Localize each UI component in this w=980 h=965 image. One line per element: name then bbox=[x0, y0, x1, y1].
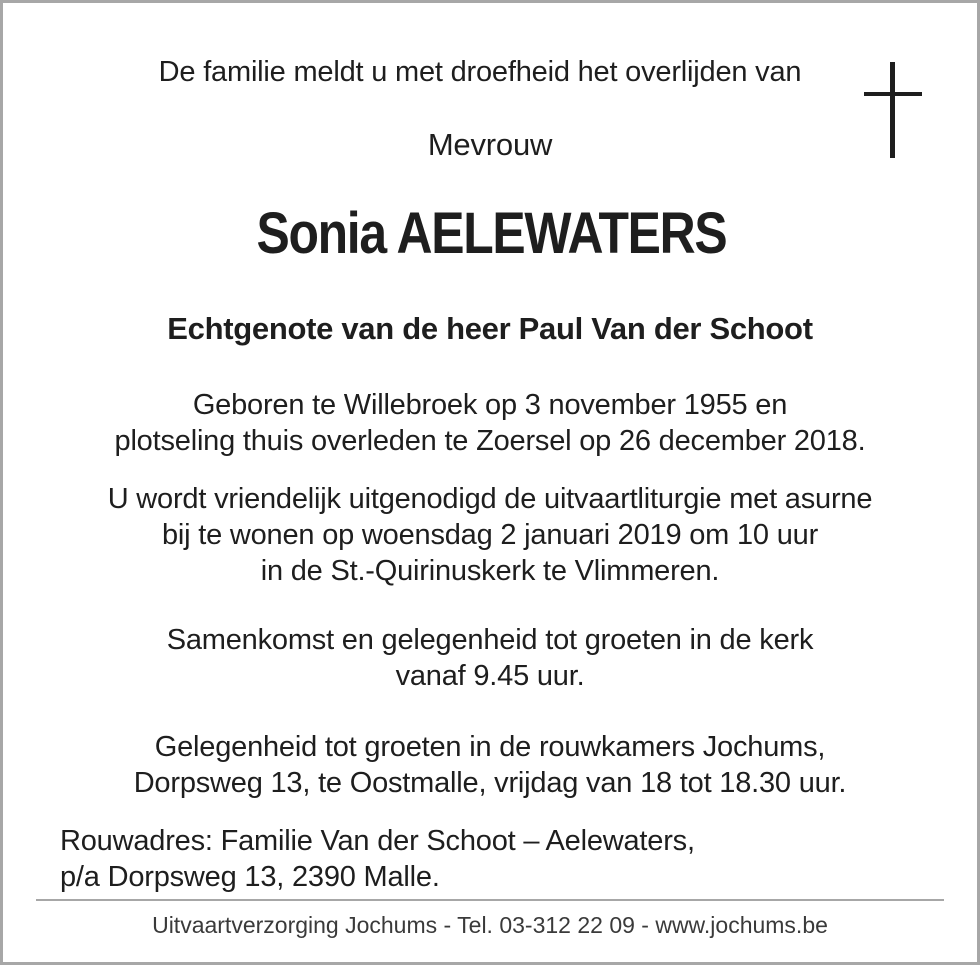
paragraph-line: U wordt vriendelijk uitgenodigd de uitvaartliturgie met asurne bbox=[107, 483, 873, 515]
paragraph-line: in de St.-Quirinuskerk te Vlimmeren. bbox=[260, 555, 720, 587]
deceased-name: Sonia AELEWATERS bbox=[256, 201, 727, 266]
address-line: p/a Dorpsweg 13, 2390 Malle. bbox=[60, 861, 440, 893]
spouse-line: Echtgenote van de heer Paul Van der Schoot bbox=[167, 311, 813, 346]
funeral-home-footer: Uitvaartverzorging Jochums - Tel. 03-312 22 09 - www.jochums.be bbox=[152, 912, 828, 938]
divider bbox=[36, 899, 944, 901]
paragraph-line: bij te wonen op woensdag 2 januari 2019 om 10 uur bbox=[161, 519, 819, 551]
paragraph-line: Samenkomst en gelegenheid tot groeten in de kerk bbox=[166, 624, 814, 656]
mourning-address bbox=[60, 823, 695, 895]
birth-death-paragraph bbox=[0, 387, 980, 459]
honorific-title: Mevrouw bbox=[427, 127, 553, 162]
funeral-paragraph bbox=[0, 481, 980, 589]
paragraph-line: Dorpsweg 13, te Oostmalle, vrijdag van 18 tot 18.30 uur. bbox=[133, 767, 847, 799]
paragraph-line: plotseling thuis overleden te Zoersel op 26 december 2018. bbox=[114, 425, 866, 457]
paragraph-line: vanaf 9.45 uur. bbox=[395, 660, 585, 692]
paragraph-line: Geboren te Willebroek op 3 november 1955 en bbox=[192, 389, 788, 421]
address-line: Rouwadres: Familie Van der Schoot – Aelewaters, bbox=[60, 825, 695, 857]
viewing-paragraph bbox=[0, 729, 980, 801]
gathering-paragraph bbox=[0, 622, 980, 694]
intro-text: De familie meldt u met droefheid het overlijden van bbox=[158, 56, 802, 88]
paragraph-line: Gelegenheid tot groeten in de rouwkamers Jochums, bbox=[154, 731, 826, 763]
